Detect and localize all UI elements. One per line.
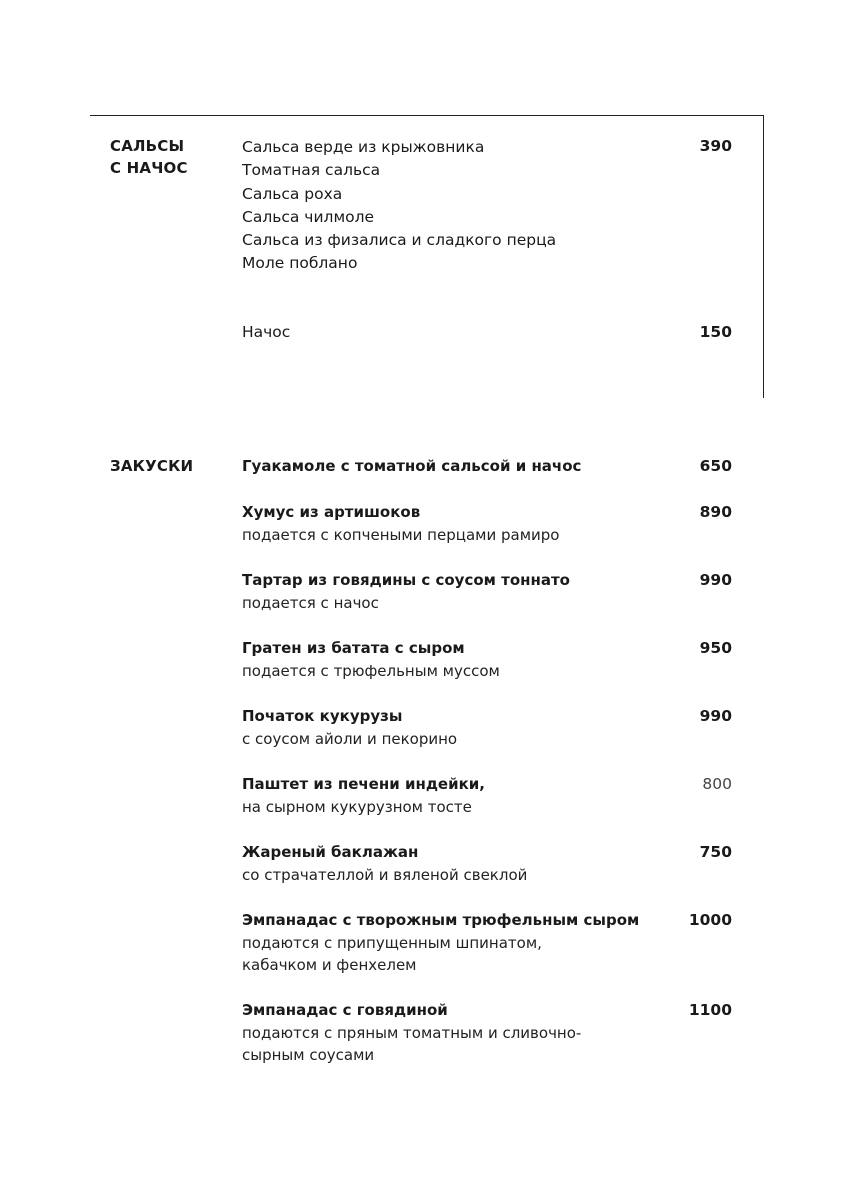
menu-item-desc: подаются с припущенным шпинатом, [242,934,542,952]
menu-item-name: Эмпанадас с творожным трюфельным сыром [242,911,640,929]
menu-item-name: Початок кукурузы [242,707,403,725]
menu-item-desc: подается с трюфельным муссом [242,662,500,680]
menu-item-price: 1100 [688,1001,732,1019]
menu-item-name: Гратен из батата с сыром [242,639,465,657]
menu-item-desc: подаются с пряным томатным и сливочно- [242,1024,582,1042]
menu-item-desc: сырным соусами [242,1046,375,1064]
section-title-salsas-line1: САЛЬСЫ [110,137,185,155]
menu-item-price: 650 [699,457,732,475]
salsa-item: Моле поблано [242,254,358,272]
menu-item-price: 890 [699,503,732,521]
menu-item-price: 990 [699,707,732,725]
menu-item-price: 1000 [688,911,732,929]
menu-item-name: Паштет из печени индейки, [242,775,486,793]
menu-item-price: 990 [699,571,732,589]
nachos-price: 150 [699,323,732,341]
menu-item-name: Тартар из говядины с соусом тоннато [242,571,570,589]
salsa-item: Сальса роха [242,185,343,203]
section-title-salsas-line2: С НАЧОС [110,159,188,177]
menu-item-name: Гуакамоле с томатной сальсой и начос [242,457,582,475]
menu-item-desc: с соусом айоли и пекорино [242,730,458,748]
menu-item-desc: подается с начос [242,594,379,612]
top-rule [90,115,764,116]
menu-item-price: 800 [702,775,732,793]
menu-item-desc: со страчателлой и вяленой свеклой [242,866,528,884]
nachos-name: Начос [242,323,291,341]
salsa-item: Сальса чилмоле [242,208,375,226]
menu-item-desc: кабачком и фенхелем [242,956,417,974]
salsa-item: Томатная сальса [242,161,381,179]
menu-item-desc: подается с копчеными перцами рамиро [242,526,560,544]
salsa-item: Сальса из физалиса и сладкого перца [242,231,557,249]
menu-item-name: Хумус из артишоков [242,503,421,521]
menu-item-name: Жареный баклажан [242,843,419,861]
salsa-price: 390 [699,137,732,155]
menu-item-desc: на сырном кукурузном тосте [242,798,472,816]
menu-item-name: Эмпанадас с говядиной [242,1001,448,1019]
menu-item-price: 950 [699,639,732,657]
section-title-snacks: ЗАКУСКИ [110,457,194,475]
side-rule [763,115,764,398]
salsa-item: Сальса верде из крыжовника [242,138,485,156]
menu-item-price: 750 [699,843,732,861]
